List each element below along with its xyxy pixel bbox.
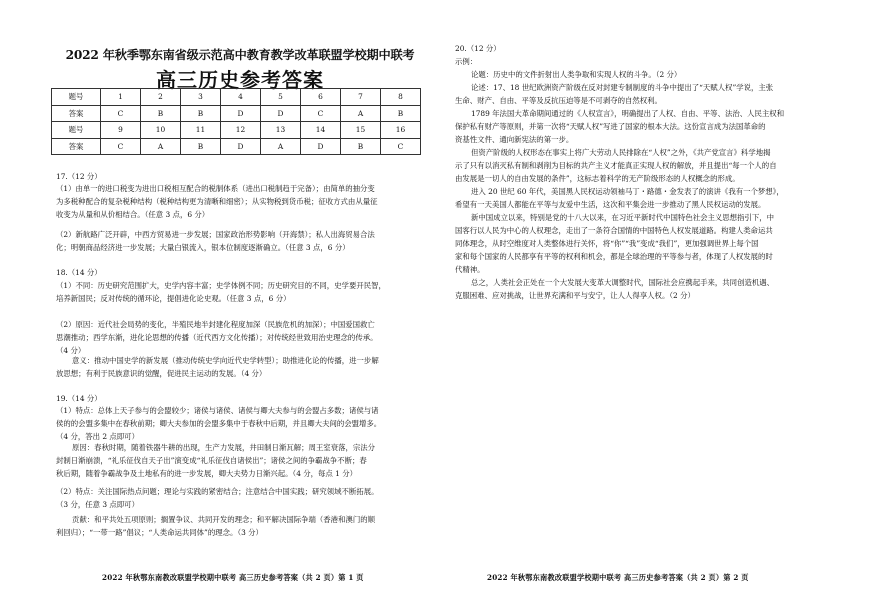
q18-answer-3 [56,354,421,380]
text-line: （2）原因：近代社会局势的变化，半殖民地半封建化程度加深（民族危机的加深）；中国爱国救亡 [56,320,375,329]
text-line: 新中国成立以来，特别是党的十八大以来，在习近平新时代中国特色社会主义思想指引下，中 [471,213,775,222]
q20-conclusion [455,276,827,302]
q17-answer-2 [56,228,421,254]
answer-title: 高三历史参考答案 [156,68,324,92]
example-label: 示例： [455,57,478,66]
table-cell: 2 [141,89,181,106]
text-line: 原因：春秋时期，随着铁器牛耕的出现，生产力发展，井田制日渐瓦解；周王室衰落，宗法分 [72,443,376,452]
text-line: 资基性文件、通向新宪法的第一步。 [455,135,574,145]
text-line: 封制日渐崩溃，“礼乐征伐自天子出”演变成“礼乐征伐自诸侯出”；诸侯之间的争霸战争不断；春 [56,456,367,466]
text-line: （2）新航路广泛开辟，中西方贸易进一步发展；国家政治形势影响（开海禁）；私人出海贸易合法 [56,230,375,239]
table-cell: 14 [301,122,341,139]
text-line: 总之，人类社会正处在一个大发展大变革大调整时代，国际社会应携起手来，共同创造机遇、 [471,278,775,287]
text-line: （2）特点：关注国际热点问题；理论与实践的紧密结合；注意结合中国实践；研究领域不断拓展。 [56,487,379,496]
table-cell: 4 [221,89,261,106]
text-line: 放思想；有利于民族意识的觉醒，促进民主运动的发展。（4 分） [56,369,267,379]
q19-answer-4 [56,513,421,539]
table-row [52,105,421,122]
table-cell: 15 [341,122,381,139]
text-line: 示了只有以消灭私有制和剥削为目标的共产主义才能真正实现人权的解放，并且提出“每一个人的自 [455,161,777,171]
table-cell: 答案 [52,138,101,155]
text-line: 收变为从量和从价相结合。（任意 3 点，6 分） [56,210,210,220]
q20-argument-4 [455,185,827,211]
q18-answer-1 [56,279,421,305]
table-cell: 16 [381,122,421,139]
q18-heading: 18.（14 分） [56,268,102,277]
table-cell: 5 [261,89,301,106]
table-cell: 9 [101,122,141,139]
table-cell: D [221,138,261,155]
table-row [52,122,421,139]
table-cell: 11 [181,122,221,139]
table-cell: 题号 [52,89,101,106]
table-row [52,138,421,155]
text-line: 思潮推动；西学东渐，进化论思想的传播（近代西方文化传播）；对传统经世致用治史理念的传承。 [56,333,378,343]
table-cell: 答案 [52,105,101,122]
text-line: （1）由单一的进口税变为进出口税相互配合的税制体系（进出口税制趋于完备）；由简单的抽分变 [56,184,375,193]
q20-argument-3 [455,146,827,185]
text-line: 培养新国民；反对传统的循环论，提倡进化论史观。（任意 3 点，6 分） [56,294,291,304]
text-line: 同体理念，从时空维度对人类整体进行关怀，将“你”“我”变成“我们”，更加强调世界上每个国 [455,239,759,249]
table-cell: D [301,138,341,155]
table-cell: C [381,138,421,155]
table-cell: 1 [101,89,141,106]
text-line: 生命、财产、自由、平等及反抗压迫等是不可剥夺的自然权利。 [455,96,662,106]
text-line: 家和每个国家的人民都享有平等的权利和机会，都是全球治理的平等参与者，体现了人权发展的时 [455,252,773,262]
q20-heading: 20.（12 分） [455,44,501,53]
table-cell: B [381,105,421,122]
table-row [52,89,421,106]
q20-thesis [455,68,827,81]
text-line: 贡献：和平共处五项原则；搁置争议、共同开发的理念；和平解决国际争端（香港和澳门的顺 [72,515,376,524]
table-cell: A [141,138,181,155]
q20-argument-2 [455,107,827,146]
table-cell: B [181,105,221,122]
table-cell: 6 [301,89,341,106]
q19-heading: 19.（14 分） [56,394,102,403]
text-line: （1）特点：总体上天子参与的会盟较少；诸侯与诸侯、诸侯与卿大夫参与的会盟占多数；诸侯与诸 [56,406,379,415]
table-cell: C [301,105,341,122]
table-cell: 3 [181,89,221,106]
table-cell: B [141,105,181,122]
table-cell: 7 [341,89,381,106]
text-line: 进入 20 世纪 60 年代，美国黑人民权运动领袖马丁・路德・金发表了的演讲《我有一个梦想》， [471,187,784,196]
text-line: 但资产阶级的人权形态在事实上将广大劳动人民排除在“人权”之外，《共产党宣言》科学地揭 [471,148,771,157]
q18-answer-2 [56,318,421,357]
q19-answer-2 [56,441,421,480]
table-cell: 10 [141,122,181,139]
text-line: 代精神。 [455,265,485,275]
text-line: 国客行以人民为中心的人权理念，走出了一条符合国情的中国特色人权发展道路。构建人类命运共 [455,226,773,236]
q17-answer-1 [56,182,421,221]
text-line: （3 分，任意 3 点即可） [56,500,139,510]
text-line: 意义：推动中国史学的新发展（推动传统史学向近代史学转型）；助推进化论的传播，进一步解 [72,356,379,365]
table-cell: D [261,105,301,122]
table-cell: C [101,138,141,155]
text-line: 为多税种配合的复杂税种结构（税种结构更为清晰和细密）；从实物税到货币税；征收方式由从量征 [56,197,378,207]
table-cell: 12 [221,122,261,139]
table-cell: 13 [261,122,301,139]
text-line: 保护私有财产等原则，并第一次将“天赋人权”写进了国家的根本大法。这份宣言成为法国革命的 [455,122,766,132]
table-cell: A [341,105,381,122]
text-line: 希望有一天美国人都能在平等与友爱中生活，这次和平集会进一步推动了黑人民权运动的发展。 [455,200,766,210]
footer-page-2: 2022 年秋鄂东南教改联盟学校期中联考 高三历史参考答案（共 2 页）第 2 页 [487,573,749,582]
q17-heading: 17.（12 分） [56,172,102,181]
text-line: （1）不同：历史研究范围扩大，史学内容丰富；史学体例不同；历史研究目的不同，史学要开民智， [56,281,386,290]
table-cell: B [341,138,381,155]
text-line: 论题：历史中的文件折射出人类争取和实现人权的斗争。（2 分） [471,70,682,79]
text-line: 由发展是一切人的自由发展的条件”，这标志着科学的无产阶级形态的人权概念的形成。 [455,174,740,184]
text-line: 化；明朝商品经济进一步发展；大量白银流入，银本位制度逐渐确立。（任意 3 点，6 分） [56,243,350,253]
q19-answer-3 [56,485,421,511]
text-line: 克服困难、应对挑战，让世界充满和平与安宁，让人人得享人权。（2 分） [455,291,695,301]
answer-table [51,88,421,155]
q20-argument-5 [455,211,827,276]
table-cell: 题号 [52,122,101,139]
table-cell: D [221,105,261,122]
text-line: （4 分，答出 2 点即可） [56,432,139,442]
text-line: 秋后期，随着争霸战争及土地私有的进一步发展，卿大夫势力日渐兴起。（4 分，每点 1 分） [56,469,357,479]
text-line: 1789 年法国大革命期间通过的《人权宣言》，明确提出了人权、自由、平等、法治、人民主权和 [471,109,785,118]
page-2 [435,0,870,603]
text-line: 侯的的会盟多集中在春秋前期；卿大夫参加的会盟多集中于春秋中后期，并且卿大夫间的会盟增多。 [56,419,382,429]
footer-page-1: 2022 年秋鄂东南教改联盟学校期中联考 高三历史参考答案（共 2 页）第 1 页 [102,573,364,582]
table-cell: 8 [381,89,421,106]
text-line: （4 分） [56,346,86,356]
q19-answer-1 [56,404,421,443]
table-cell: A [261,138,301,155]
text-line: 论述：17、18 世纪欧洲资产阶级在反对封建专制制度的斗争中提出了“天赋人权”学说，主张 [471,83,774,92]
table-cell: C [101,105,141,122]
exam-title: 2022 年秋季鄂东南省级示范高中教育教学改革联盟学校期中联考 [65,48,415,62]
table-cell: B [181,138,221,155]
q20-argument-1 [455,81,827,107]
text-line: 利回归）；“一带一路”倡议；“人类命运共同体”的理念。（3 分） [56,528,263,538]
